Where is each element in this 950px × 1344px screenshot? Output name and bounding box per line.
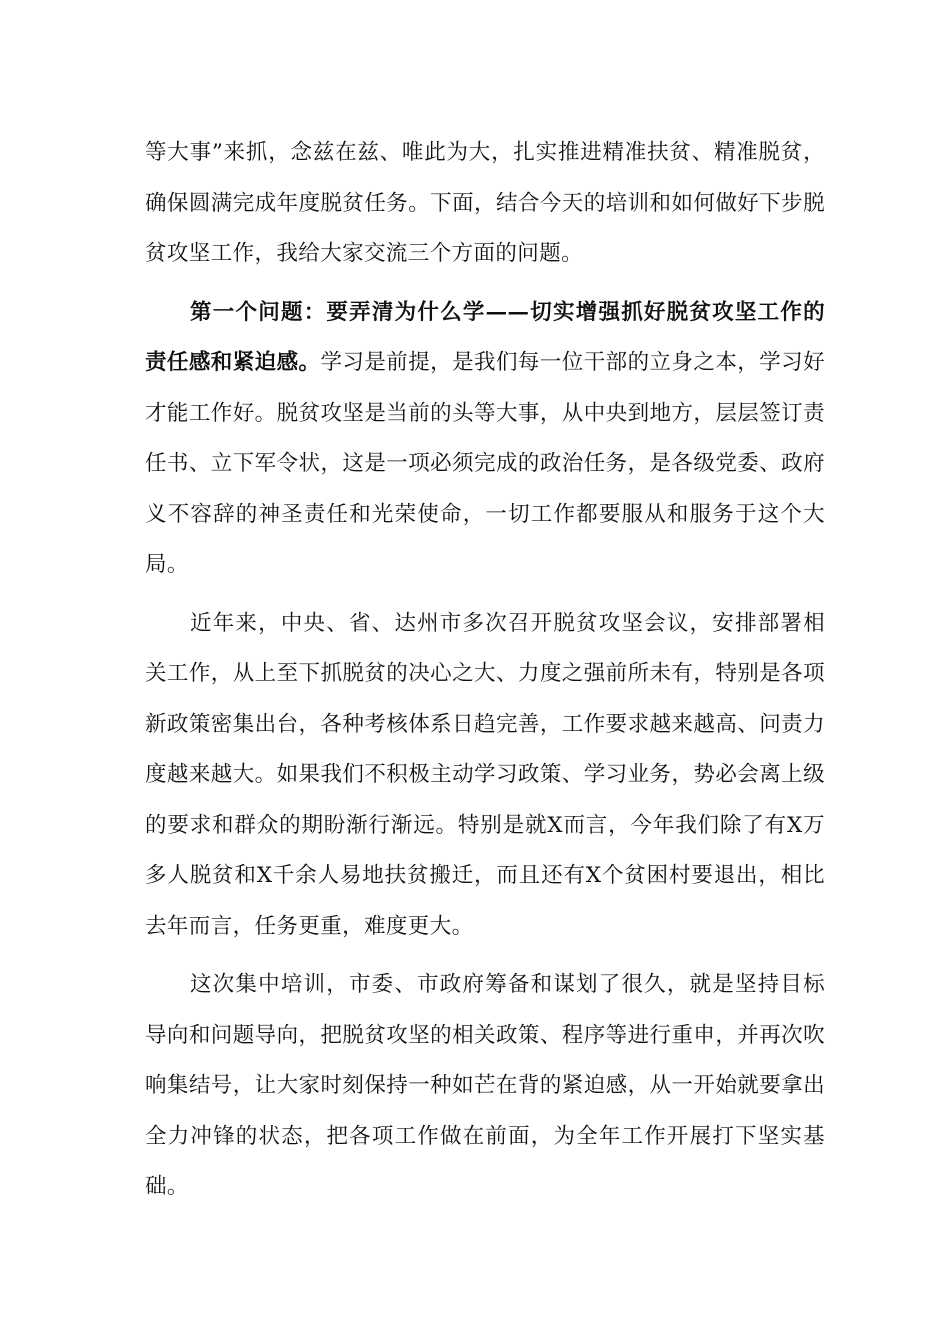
paragraph-text: 学习是前提，是我们每一位干部的立身之本，学习好才能工作好。脱贫攻坚是当前的头等大事，从中央到地方，层层签订责任书、立下军令状，这是一项必须完成的政治任务，是各级党委、政府义不容辞的神圣责任和光荣使命，一切工作都要服从和服务于这个大局。 [145, 350, 826, 577]
paragraph-text: 近年来，中央、省、达州市多次召开脱贫攻坚会议，安排部署相关工作，从上至下抓脱贫的决心之大、力度之强前所未有，特别是各项新政策密集出台，各种考核体系日趋完善，工作要求越来越高、问责力度越来越大。如果我们不积极主动学习政策、学习业务，势必会离上级的要求和群众的期盼渐行渐远。特别是就X而言，今年我们除了有X万多人脱贫和X千余人易地扶贫搬迁，而且还有X个贫困村要退出，相比去年而言，任务更重，难度更大。 [145, 610, 825, 939]
paragraph-continuation [145, 128, 825, 280]
paragraph-text: 等大事”来抓，念兹在兹、唯此为大，扎实推进精准扶贫、精准脱贫，确保圆满完成年度脱贫任务。下面，结合今天的培训和如何做好下步脱贫攻坚工作，我给大家交流三个方面的问题。 [145, 140, 825, 266]
document-page [145, 128, 825, 1213]
paragraph-recent-years [145, 599, 825, 953]
paragraph-heading: 第一个问题：要弄清为什么学——切实增强抓好脱贫攻坚工作的责任感和紧迫感。 [145, 299, 825, 375]
paragraph-first-question [145, 288, 825, 591]
paragraph-text: 这次集中培训，市委、市政府筹备和谋划了很久，就是坚持目标导向和问题导向，把脱贫攻坚的相关政策、程序等进行重申，并再次吹响集结号，让大家时刻保持一种如芒在背的紧迫感，从一开始就要拿出全力冲锋的状态，把各项工作做在前面，为全年工作开展打下坚实基础。 [145, 972, 825, 1199]
paragraph-training [145, 960, 825, 1213]
